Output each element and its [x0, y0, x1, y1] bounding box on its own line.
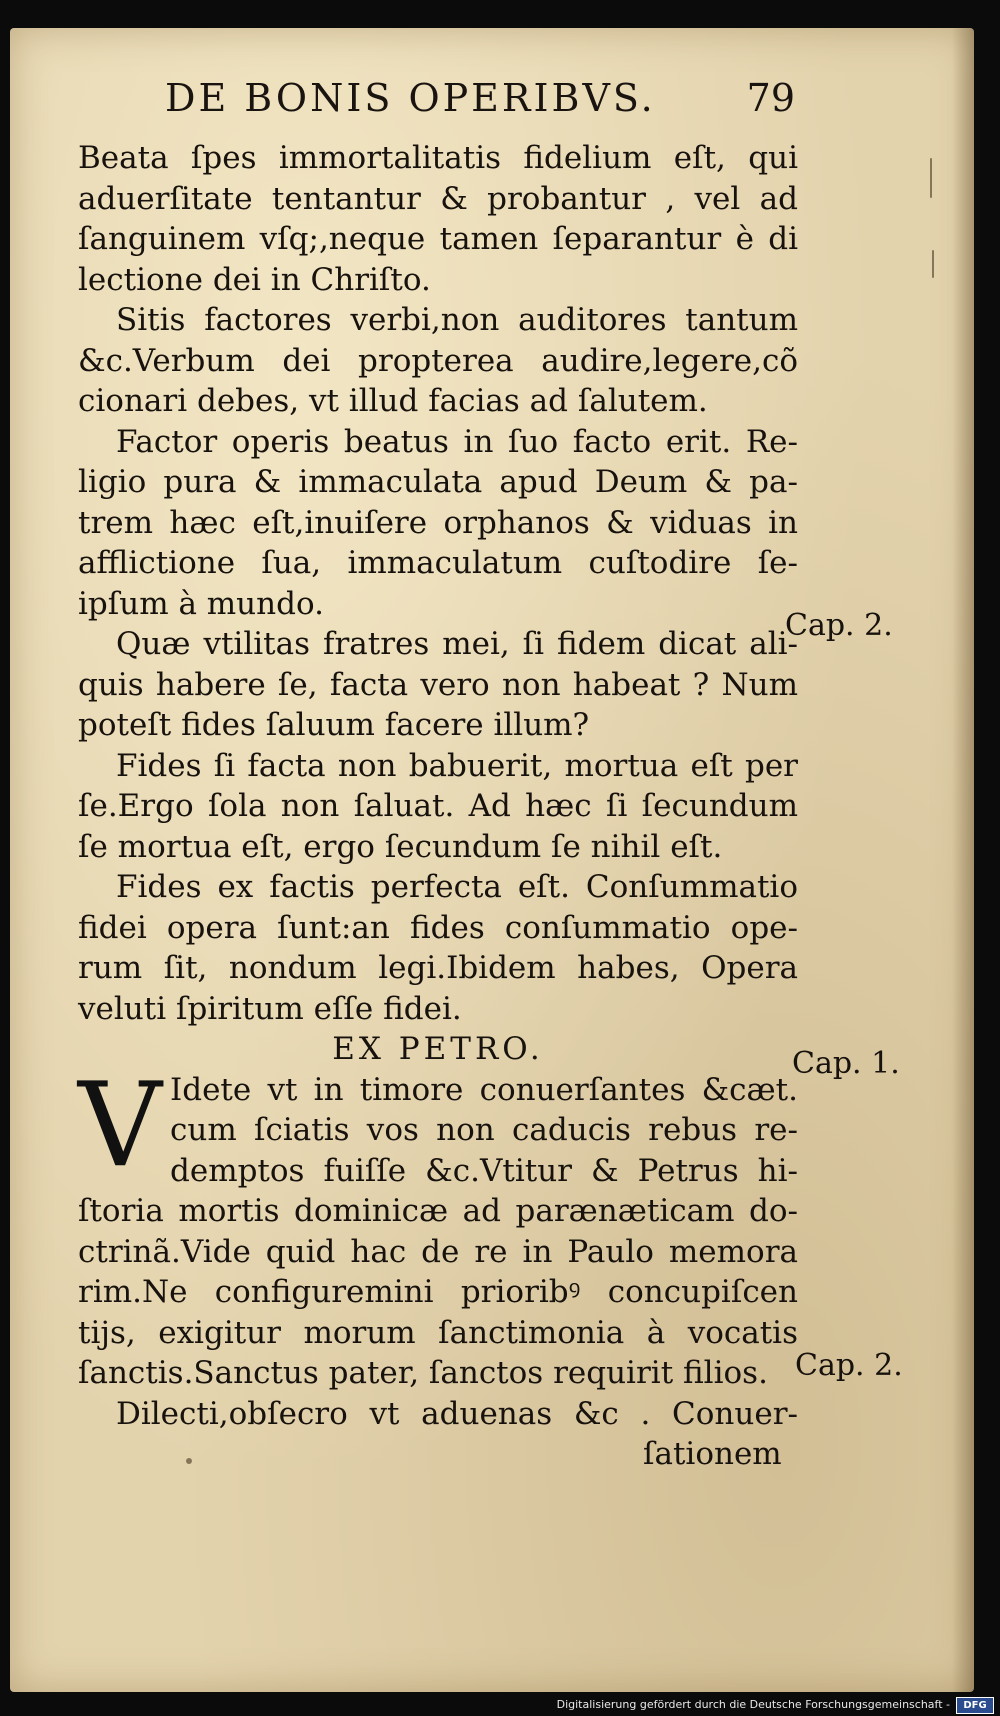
margin-note-cap-2-second: Cap. 2.	[795, 1348, 903, 1383]
dfg-logo: DFG	[956, 1697, 994, 1714]
text-line: rum ſit, nondum legi.Ibidem habes, Opera	[78, 950, 798, 986]
text-line: poteſt fides ſaluum facere illum?	[78, 707, 590, 743]
text-line: cionari debes, vt illud facias ad ſalutem.	[78, 383, 708, 419]
text-line: Fides ex factis perfecta eſt. Conſummatio	[116, 869, 798, 905]
margin-note-cap-1: Cap. 1.	[792, 1046, 900, 1081]
text-line: rim.Ne configuremini prioribꝰ concupiſcen	[78, 1274, 798, 1310]
text-line: Quæ vtilitas fratres mei, ſi fidem dicat ali-	[116, 626, 798, 662]
footer-credit: Digitalisierung gefördert durch die Deutsche Forschungsgemeinschaft -	[556, 1698, 950, 1711]
text-line: ſtoria mortis dominicæ ad parænæticam do-	[78, 1193, 798, 1229]
text-line: ſe mortua eſt, ergo ſecundum ſe nihil eſt.	[78, 828, 723, 865]
text-line: ſanctis.Sanctus pater, ſanctos requirit filios.	[78, 1355, 768, 1391]
text-line: afflictione ſua, immaculatum cuſtodire ſe-	[78, 545, 798, 581]
section-heading: EX PETRO.	[332, 1031, 544, 1067]
book-page	[10, 28, 974, 1692]
text-line: ctrinã.Vide quid hac de re in Paulo memora	[78, 1233, 798, 1270]
margin-note-cap-2: Cap. 2.	[785, 608, 893, 643]
page-header	[155, 70, 795, 130]
ink-spot	[186, 1458, 192, 1464]
text-line: tijs, exigitur morum ſanctimonia à vocatis	[78, 1314, 798, 1351]
text-line: Fides ſi facta non babuerit, mortua eſt per	[116, 747, 798, 784]
text-line: quis habere ſe, facta vero non habeat ? Num	[78, 666, 798, 703]
margin-mark	[932, 250, 934, 278]
text-line: &c.Verbum dei propterea audire,legere,cõ	[78, 342, 798, 379]
page-number: 79	[746, 76, 795, 120]
drop-cap: V	[78, 1057, 162, 1193]
text-line: Beata ſpes immortalitatis fidelium eſt, qui	[78, 140, 798, 176]
text-line: trem hæc eſt,inuiſere orphanos & viduas in	[78, 504, 798, 541]
text-line: Factor operis beatus in ſuo facto erit. Re-	[116, 423, 798, 460]
catchword: ſationem	[643, 1436, 782, 1472]
drop-cap-section	[78, 1057, 798, 1193]
text-line: lectione dei in Chriſto.	[78, 261, 431, 298]
text-line: Idete vt in timore conuerſantes &cæt.	[170, 1071, 798, 1108]
text-block	[78, 138, 798, 1475]
text-line: ſe.Ergo ſola non ſaluat. Ad hæc ſi ſecundum	[78, 788, 798, 824]
text-line: cum ſciatis vos non caducis rebus re-	[170, 1112, 798, 1148]
text-line: demptos fuiſſe &c.Vtitur & Petrus hi-	[170, 1152, 798, 1189]
text-line: veluti ſpiritum eſſe fidei.	[78, 990, 462, 1027]
digitization-footer	[0, 1694, 1000, 1716]
text-line: ligio pura & immaculata apud Deum & pa-	[78, 464, 798, 500]
text-line: fidei opera ſunt:an fides conſummatio ope-	[78, 909, 798, 946]
margin-mark	[930, 158, 932, 198]
text-line: aduerſitate tentantur & probantur , vel ad	[78, 180, 798, 217]
text-line: Dilecti,obſecro vt aduenas &c . Conuer-	[116, 1395, 798, 1432]
running-head: DE BONIS OPERIBVS.	[165, 76, 656, 120]
text-line: ſanguinem vſq;,neque tamen ſeparantur è di	[78, 221, 798, 257]
text-line: ipſum à mundo.	[78, 585, 324, 622]
page-edge-shadow	[952, 28, 974, 1692]
text-line: Sitis factores verbi,non auditores tantum	[116, 302, 798, 338]
